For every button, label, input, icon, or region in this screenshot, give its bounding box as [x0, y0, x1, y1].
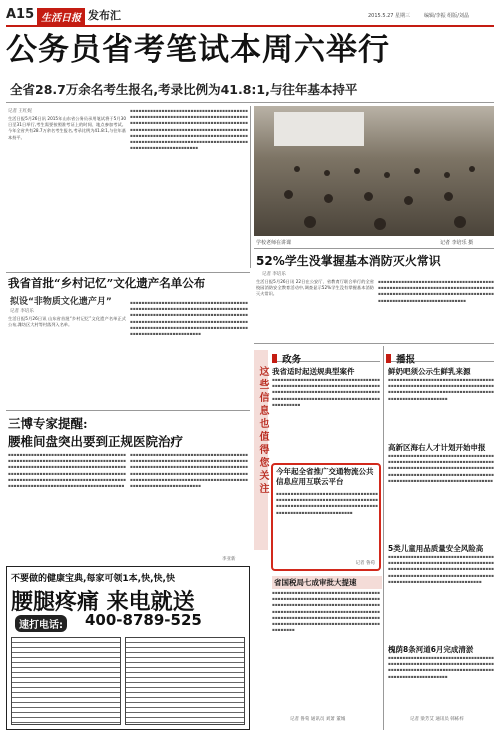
- exam-byline: 记者 王红妮: [8, 109, 32, 114]
- broadcast-item4-byline: 记者 梁芳艾 通讯员 韩栋梓: [410, 717, 464, 722]
- broadcast-marker: [386, 354, 391, 363]
- hospital-column-2: ▪▪▪▪▪▪▪▪▪▪▪▪▪▪▪▪▪▪▪▪▪▪▪▪▪▪▪▪▪▪▪▪▪▪▪▪▪▪▪▪▪▪▪▪▪▪▪▪▪▪▪▪▪▪▪▪▪▪▪▪▪▪▪▪▪▪▪▪▪▪▪▪▪▪▪▪▪▪▪▪▪▪▪▪▪▪▪▪▪▪▪▪▪▪▪▪▪▪▪▪▪▪▪▪▪▪▪▪▪▪▪▪▪▪▪▪▪▪▪▪▪▪▪▪▪▪▪▪▪▪▪▪▪▪▪▪▪▪▪▪▪▪▪▪▪▪▪▪▪▪▪▪▪▪▪▪▪▪▪▪▪▪▪▪▪▪▪▪▪▪▪▪▪▪▪▪▪▪▪▪▪▪▪▪▪▪▪▪▪▪▪▪▪▪▪▪▪▪▪▪▪▪▪▪▪▪▪▪▪▪▪▪▪▪▪▪▪▪▪▪▪▪▪▪▪▪▪▪▪▪: [130, 452, 248, 489]
- broadcast-item2-body: ▪▪▪▪▪▪▪▪▪▪▪▪▪▪▪▪▪▪▪▪▪▪▪▪▪▪▪▪▪▪▪▪▪▪▪▪▪▪▪▪▪▪▪▪▪▪▪▪▪▪▪▪▪▪▪▪▪▪▪▪▪▪▪▪▪▪▪▪▪▪▪▪▪▪▪▪▪▪▪▪▪▪▪▪▪▪▪▪▪▪▪▪▪▪▪▪▪▪▪▪▪▪▪▪▪▪▪▪▪▪▪▪▪▪▪▪▪▪▪▪▪▪▪▪▪▪▪▪▪▪▪▪▪▪▪▪▪▪▪▪▪▪▪▪▪▪▪▪▪▪▪▪▪▪▪▪▪▪▪▪▪▪▪▪▪▪▪▪▪▪▪▪▪▪▪▪▪▪▪▪▪▪▪▪▪: [388, 453, 494, 483]
- heritage-title: 我省首批“乡村记忆”文化遗产名单公布: [8, 276, 206, 290]
- heritage-subtitle: 拟设“非物质文化遗产月”: [10, 297, 112, 307]
- broadcast-item4-body: ▪▪▪▪▪▪▪▪▪▪▪▪▪▪▪▪▪▪▪▪▪▪▪▪▪▪▪▪▪▪▪▪▪▪▪▪▪▪▪▪▪▪▪▪▪▪▪▪▪▪▪▪▪▪▪▪▪▪▪▪▪▪▪▪▪▪▪▪▪▪▪▪▪▪▪▪▪▪▪▪▪▪▪▪▪▪▪▪▪▪▪▪▪▪▪▪▪▪▪▪▪▪▪▪▪▪▪▪▪▪▪▪▪▪▪▪▪▪▪▪▪▪▪▪▪▪▪▪▪▪▪▪: [388, 655, 494, 679]
- editors: 编辑/李振 组版/刘晶: [424, 13, 469, 19]
- vertical-banner-text: 这些信息也值得您关注: [257, 366, 268, 496]
- heritage-column-2: ▪▪▪▪▪▪▪▪▪▪▪▪▪▪▪▪▪▪▪▪▪▪▪▪▪▪▪▪▪▪▪▪▪▪▪▪▪▪▪▪▪▪▪▪▪▪▪▪▪▪▪▪▪▪▪▪▪▪▪▪▪▪▪▪▪▪▪▪▪▪▪▪▪▪▪▪▪▪▪▪▪▪▪▪▪▪▪▪▪▪▪▪▪▪▪▪▪▪▪▪▪▪▪▪▪▪▪▪▪▪▪▪▪▪▪▪▪▪▪▪▪▪▪▪▪▪▪▪▪▪▪▪▪▪▪▪▪▪▪▪▪▪▪▪▪▪▪▪▪▪▪▪▪▪▪▪▪▪▪▪▪▪▪▪▪▪▪▪▪▪▪▪▪▪▪▪▪▪▪▪▪▪▪▪▪▪▪▪▪▪▪▪▪▪▪▪▪▪▪▪▪▪▪▪▪▪▪▪▪▪▪▪▪▪▪▪▪▪▪▪▪▪▪▪▪▪▪▪▪▪: [130, 300, 248, 337]
- headline-rule: [6, 102, 494, 103]
- politics-item2-highlight: [271, 463, 381, 571]
- politics-item2-byline: 记者 鲁荀: [355, 561, 375, 566]
- advert-body-right: [125, 637, 245, 725]
- main-subtitle: 全省28.7万余名考生报名,考录比例为41.8:1,与往年基本持平: [10, 82, 358, 97]
- politics-item2-body: ▪▪▪▪▪▪▪▪▪▪▪▪▪▪▪▪▪▪▪▪▪▪▪▪▪▪▪▪▪▪▪▪▪▪▪▪▪▪▪▪▪▪▪▪▪▪▪▪▪▪▪▪▪▪▪▪▪▪▪▪▪▪▪▪▪▪▪▪▪▪▪▪▪▪▪▪▪▪▪▪▪▪▪▪▪▪▪▪▪▪▪▪▪▪▪▪▪▪▪▪▪▪▪▪▪▪▪▪▪▪▪▪▪▪▪▪▪▪▪▪▪▪▪▪▪▪▪▪▪▪▪▪: [276, 491, 378, 515]
- brand-badge: 生活日报: [37, 8, 85, 25]
- section-label: 发布汇: [88, 9, 121, 22]
- fire-column-2: ▪▪▪▪▪▪▪▪▪▪▪▪▪▪▪▪▪▪▪▪▪▪▪▪▪▪▪▪▪▪▪▪▪▪▪▪▪▪▪▪▪▪▪▪▪▪▪▪▪▪▪▪▪▪▪▪▪▪▪▪▪▪▪▪▪▪▪▪▪▪▪▪▪▪▪▪▪▪▪▪▪▪▪▪▪▪▪▪▪▪▪▪▪▪▪▪▪▪▪▪▪▪▪▪▪▪▪▪▪▪▪▪▪▪▪▪▪▪▪▪▪▪▪▪▪▪▪▪▪▪▪▪▪▪▪▪▪▪▪▪▪▪▪▪▪▪▪▪▪▪▪: [378, 279, 494, 303]
- fire-byline: 记者 李培乐: [262, 272, 286, 277]
- broadcast-item2-title: 高新区海右人才计划开始申报: [388, 443, 486, 452]
- vertical-banner: [254, 350, 268, 550]
- broadcast-label: 播报: [396, 354, 416, 366]
- classroom-photo: [254, 106, 494, 236]
- advert-hotline: 400-8789-525: [85, 611, 202, 629]
- politics-item1-body: ▪▪▪▪▪▪▪▪▪▪▪▪▪▪▪▪▪▪▪▪▪▪▪▪▪▪▪▪▪▪▪▪▪▪▪▪▪▪▪▪▪▪▪▪▪▪▪▪▪▪▪▪▪▪▪▪▪▪▪▪▪▪▪▪▪▪▪▪▪▪▪▪▪▪▪▪▪▪▪▪▪▪▪▪▪▪▪▪▪▪▪▪▪▪▪▪▪▪▪▪▪▪▪▪▪▪▪▪▪▪▪▪▪▪▪▪▪▪▪▪▪▪▪▪▪▪▪▪▪▪▪▪▪▪▪▪▪▪▪▪▪▪▪▪▪▪▪▪▪▪▪▪▪▪▪▪▪▪▪▪▪▪: [272, 377, 380, 407]
- heritage-lead: 生活日报5月26日讯 山东省首批“乡村记忆”文化遗产名单正式公布,潍坊区大村等村落列入名单。: [8, 316, 126, 328]
- main-headline: 公务员省考笔试本周六举行: [6, 32, 390, 68]
- politics-item3-byline: 记者 鲁荀 通讯员 刘萧 董城: [290, 717, 346, 722]
- photo-caption: 学校老师在讲课: [256, 240, 292, 246]
- advert-body-left: [11, 637, 121, 725]
- politics-label: 政务: [282, 354, 302, 366]
- advert-slogan: 不要做的健康宝典,每家可领1本,快,快,快: [11, 574, 175, 584]
- politics-marker: [272, 354, 277, 363]
- exam-lead-column: 生活日报5月26日讯 2015年山东省公务员录用笔试将于5月30日至31日举行,考生需要按照准考证上的时间、地点参加考试。今年全省共有28.7万余名考生报名,考录比例为41.8:1,与往年基本持平。: [8, 116, 126, 140]
- heritage-byline: 记者 李培乐: [10, 309, 34, 314]
- broadcast-section-head: [386, 348, 494, 366]
- header-rule: [6, 25, 494, 27]
- page-number: A15: [6, 7, 35, 22]
- politics-item3-body: ▪▪▪▪▪▪▪▪▪▪▪▪▪▪▪▪▪▪▪▪▪▪▪▪▪▪▪▪▪▪▪▪▪▪▪▪▪▪▪▪▪▪▪▪▪▪▪▪▪▪▪▪▪▪▪▪▪▪▪▪▪▪▪▪▪▪▪▪▪▪▪▪▪▪▪▪▪▪▪▪▪▪▪▪▪▪▪▪▪▪▪▪▪▪▪▪▪▪▪▪▪▪▪▪▪▪▪▪▪▪▪▪▪▪▪▪▪▪▪▪▪▪▪▪▪▪▪▪▪▪▪▪▪▪▪▪▪▪▪▪▪▪▪▪▪▪▪▪▪▪▪▪▪▪▪▪▪▪▪▪▪▪▪▪▪▪▪▪▪▪▪▪▪▪▪▪▪▪▪▪▪▪▪▪▪▪▪▪▪▪▪▪▪▪▪▪▪▪▪▪▪▪▪▪▪▪▪▪▪▪▪▪▪▪▪▪▪▪▪▪▪▪▪▪▪▪▪▪▪▪▪▪▪▪▪▪: [272, 590, 380, 633]
- whiteboard-shape: [274, 112, 364, 146]
- page-header: [6, 6, 494, 26]
- exam-column-2: ▪▪▪▪▪▪▪▪▪▪▪▪▪▪▪▪▪▪▪▪▪▪▪▪▪▪▪▪▪▪▪▪▪▪▪▪▪▪▪▪▪▪▪▪▪▪▪▪▪▪▪▪▪▪▪▪▪▪▪▪▪▪▪▪▪▪▪▪▪▪▪▪▪▪▪▪▪▪▪▪▪▪▪▪▪▪▪▪▪▪▪▪▪▪▪▪▪▪▪▪▪▪▪▪▪▪▪▪▪▪▪▪▪▪▪▪▪▪▪▪▪▪▪▪▪▪▪▪▪▪▪▪▪▪▪▪▪▪▪▪▪▪▪▪▪▪▪▪▪▪▪▪▪▪▪▪▪▪▪▪▪▪▪▪▪▪▪▪▪▪▪▪▪▪▪▪▪▪▪▪▪▪▪▪▪▪▪▪▪▪▪▪▪▪▪▪▪▪▪▪▪▪▪▪▪▪▪▪▪▪▪▪▪▪▪▪▪▪▪▪▪▪▪▪▪▪▪▪▪▪▪▪▪▪▪▪▪▪▪▪▪▪▪▪▪▪▪▪▪▪▪▪▪▪▪▪▪▪▪▪▪▪▪▪▪▪▪▪▪▪: [130, 108, 248, 151]
- hospital-title: 三博专家提醒:: [8, 416, 88, 431]
- politics-item2-title: 今年起全省推广交通物流公共信息应用互联云平台: [276, 467, 374, 486]
- politics-section-head: [272, 348, 380, 366]
- broadcast-item4-title: 槐荫8条河道6月完成清淤: [388, 645, 474, 654]
- fire-lead: 生活日报5月26日讯 22日在公安厅、省教育厅联合举行的全省校园消防安全教育活动中,调查显示52%学生没有掌握基本消防灭火常识。: [256, 279, 374, 297]
- hospital-byline: 李亚新: [222, 557, 236, 562]
- advert-box: [6, 566, 250, 730]
- broadcast-item3-title: 5类儿童用品质量安全风险高: [388, 544, 484, 553]
- issue-date: 2015.5.27 星期三: [368, 13, 411, 19]
- photo-credit: 记者 李培乐 摄: [440, 240, 474, 246]
- politics-item3-title: 省国税局七成审批大提速: [272, 576, 382, 589]
- broadcast-item3-body: ▪▪▪▪▪▪▪▪▪▪▪▪▪▪▪▪▪▪▪▪▪▪▪▪▪▪▪▪▪▪▪▪▪▪▪▪▪▪▪▪▪▪▪▪▪▪▪▪▪▪▪▪▪▪▪▪▪▪▪▪▪▪▪▪▪▪▪▪▪▪▪▪▪▪▪▪▪▪▪▪▪▪▪▪▪▪▪▪▪▪▪▪▪▪▪▪▪▪▪▪▪▪▪▪▪▪▪▪▪▪▪▪▪▪▪▪▪▪▪▪▪▪▪▪▪▪▪▪▪▪▪▪▪▪▪▪▪▪▪▪▪▪▪▪▪▪▪▪▪▪▪▪▪▪▪▪▪▪▪▪▪▪▪▪▪▪▪▪▪▪▪▪▪▪▪▪▪▪▪▪▪: [388, 554, 494, 584]
- hospital-column-1: ▪▪▪▪▪▪▪▪▪▪▪▪▪▪▪▪▪▪▪▪▪▪▪▪▪▪▪▪▪▪▪▪▪▪▪▪▪▪▪▪▪▪▪▪▪▪▪▪▪▪▪▪▪▪▪▪▪▪▪▪▪▪▪▪▪▪▪▪▪▪▪▪▪▪▪▪▪▪▪▪▪▪▪▪▪▪▪▪▪▪▪▪▪▪▪▪▪▪▪▪▪▪▪▪▪▪▪▪▪▪▪▪▪▪▪▪▪▪▪▪▪▪▪▪▪▪▪▪▪▪▪▪▪▪▪▪▪▪▪▪▪▪▪▪▪▪▪▪▪▪▪▪▪▪▪▪▪▪▪▪▪▪▪▪▪▪▪▪▪▪▪▪▪▪▪▪▪▪▪▪▪▪▪▪▪▪▪▪▪▪▪▪▪▪▪▪▪▪▪▪▪▪▪▪▪▪▪▪▪▪▪▪▪▪▪▪▪▪▪▪▪▪▪▪▪▪▪▪▪▪▪▪▪▪▪▪▪▪▪▪▪▪▪▪▪▪: [8, 452, 126, 489]
- advert-big-text: 腰腿疼痛 来电就送: [11, 589, 195, 615]
- fire-title: 52%学生没掌握基本消防灭火常识: [256, 254, 441, 268]
- hospital-subtitle: 腰椎间盘突出要到正规医院治疗: [8, 434, 184, 449]
- advert-hotline-label: 速打电话:: [15, 615, 67, 632]
- politics-item1-title: 我省适时起送规典型案件: [272, 367, 355, 376]
- broadcast-item1-body: ▪▪▪▪▪▪▪▪▪▪▪▪▪▪▪▪▪▪▪▪▪▪▪▪▪▪▪▪▪▪▪▪▪▪▪▪▪▪▪▪▪▪▪▪▪▪▪▪▪▪▪▪▪▪▪▪▪▪▪▪▪▪▪▪▪▪▪▪▪▪▪▪▪▪▪▪▪▪▪▪▪▪▪▪▪▪▪▪▪▪▪▪▪▪▪▪▪▪▪▪▪▪▪▪▪▪▪▪▪▪▪▪▪▪▪▪▪▪▪▪▪▪▪▪▪▪▪▪▪▪▪▪: [388, 377, 494, 401]
- broadcast-item1-title: 鲜奶吧须公示生鲜乳来源: [388, 367, 471, 376]
